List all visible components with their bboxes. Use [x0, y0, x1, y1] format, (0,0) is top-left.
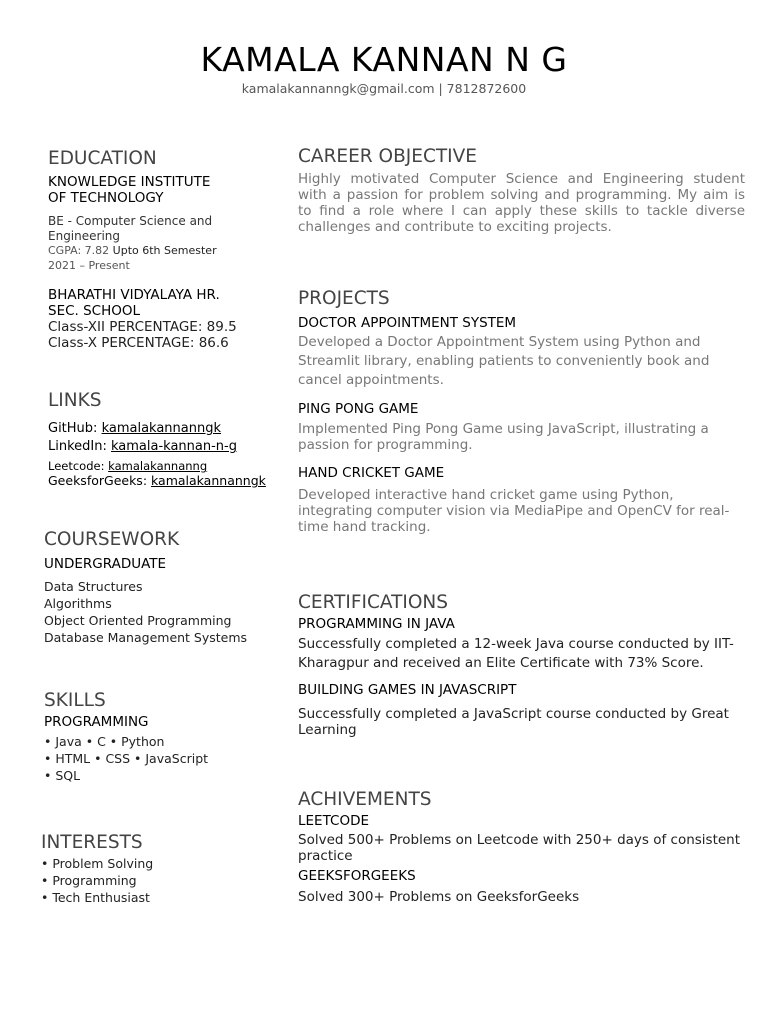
- link-label: Leetcode:: [48, 459, 109, 473]
- skill-item: • Java • C • Python: [44, 734, 165, 749]
- link-label: LinkedIn:: [48, 439, 111, 454]
- project-description: Implemented Ping Pong Game using JavaScript, illustrating a passion for programming.: [298, 421, 709, 453]
- project-description: Developed interactive hand cricket game using Python, integrating computer vision via MediaPipe and OpenCV for real-time hand tracking.: [298, 487, 730, 535]
- education-heading: EDUCATION: [48, 148, 157, 169]
- school-name-line2: SEC. SCHOOL: [48, 303, 141, 319]
- cgpa-note: Upto 6th Semester: [112, 244, 217, 257]
- projects-heading: PROJECTS: [298, 288, 390, 309]
- skill-item: • HTML • CSS • JavaScript: [44, 751, 209, 766]
- github-link[interactable]: kamalakannanngk: [101, 421, 222, 436]
- achievement-title: GEEKSFORGEEKS: [298, 868, 416, 884]
- education-school: [48, 287, 220, 319]
- degree-line1: BE - Computer Science and: [48, 214, 213, 228]
- link-label: GeeksforGeeks:: [48, 473, 152, 488]
- leetcode-link[interactable]: kamalakannanng: [108, 459, 208, 473]
- objective-text: Highly motivated Computer Science and Engineering student with a passion for problem solving and programming. My aim is to find a role where I can apply these skills to tackle diverse challenges and contribute to exciting projects.: [298, 171, 745, 235]
- college-cgpa: [48, 244, 217, 258]
- achievements-heading: ACHIVEMENTS: [298, 789, 432, 810]
- interest-item: • Problem Solving: [41, 856, 154, 871]
- link-leetcode: [48, 459, 266, 473]
- college-name-line2: OF TECHNOLOGY: [48, 190, 164, 206]
- project-title: PING PONG GAME: [298, 401, 419, 417]
- links-list: [48, 420, 266, 489]
- college-name-line1: KNOWLEDGE INSTITUTE: [48, 174, 211, 190]
- link-label: GitHub:: [48, 421, 102, 436]
- school-name-line1: BHARATHI VIDYALAYA HR.: [48, 287, 220, 303]
- college-years: 2021 – Present: [48, 259, 130, 272]
- candidate-name: KAMALA KANNAN N G: [200, 40, 568, 79]
- objective-heading: CAREER OBJECTIVE: [298, 146, 477, 167]
- coursework-heading: COURSEWORK: [44, 529, 180, 550]
- certification-description: Successfully completed a 12-week Java course conducted by IIT-Kharagpur and received an Elite Certificate with 73% Score.: [298, 636, 734, 671]
- link-github: [48, 420, 266, 438]
- skills-subheading: PROGRAMMING: [44, 714, 149, 730]
- coursework-item: Object Oriented Programming: [44, 613, 232, 628]
- achievement-description: Solved 300+ Problems on GeeksforGeeks: [298, 889, 580, 905]
- certification-description: Successfully completed a JavaScript course conducted by Great Learning: [298, 706, 729, 738]
- skill-item: • SQL: [44, 768, 81, 783]
- link-geeksforgeeks: [48, 473, 266, 489]
- cgpa-value: CGPA: 7.82: [48, 244, 110, 257]
- coursework-list: [44, 578, 247, 646]
- linkedin-link[interactable]: kamala-kannan-n-g: [111, 439, 237, 454]
- interests-list: [41, 855, 153, 906]
- college-degree: [48, 214, 212, 244]
- skills-heading: SKILLS: [44, 690, 106, 711]
- skills-list: [44, 733, 208, 784]
- achievement-description: Solved 500+ Problems on Leetcode with 250+ days of consistent practice: [298, 832, 741, 864]
- geeksforgeeks-link[interactable]: kamalakannanngk: [151, 473, 266, 488]
- certification-title: BUILDING GAMES IN JAVASCRIPT: [298, 682, 517, 698]
- degree-line2: Engineering: [48, 229, 120, 243]
- interests-heading: INTERESTS: [41, 832, 143, 853]
- links-heading: LINKS: [48, 390, 102, 411]
- interest-item: • Programming: [41, 873, 137, 888]
- project-description: Developed a Doctor Appointment System using Python and Streamlit library, enabling patients to conveniently book and cancel appointments.: [298, 334, 710, 388]
- coursework-subheading: UNDERGRADUATE: [44, 556, 167, 572]
- class10-percentage: Class-X PERCENTAGE: 86.6: [48, 335, 229, 351]
- contact-info: kamalakannanngk@gmail.com | 7812872600: [241, 81, 527, 96]
- achievement-title: LEETCODE: [298, 813, 370, 829]
- interest-item: • Tech Enthusiast: [41, 890, 150, 905]
- coursework-item: Database Management Systems: [44, 630, 248, 645]
- certifications-heading: CERTIFICATIONS: [298, 592, 449, 613]
- coursework-item: Data Structures: [44, 579, 143, 594]
- class12-percentage: Class-XII PERCENTAGE: 89.5: [48, 319, 237, 335]
- certification-title: PROGRAMMING IN JAVA: [298, 616, 455, 632]
- project-title: HAND CRICKET GAME: [298, 465, 445, 481]
- coursework-item: Algorithms: [44, 596, 112, 611]
- link-linkedin: [48, 438, 266, 456]
- education-college: [48, 174, 210, 206]
- project-title: DOCTOR APPOINTMENT SYSTEM: [298, 315, 517, 331]
- school-scores: [48, 319, 237, 351]
